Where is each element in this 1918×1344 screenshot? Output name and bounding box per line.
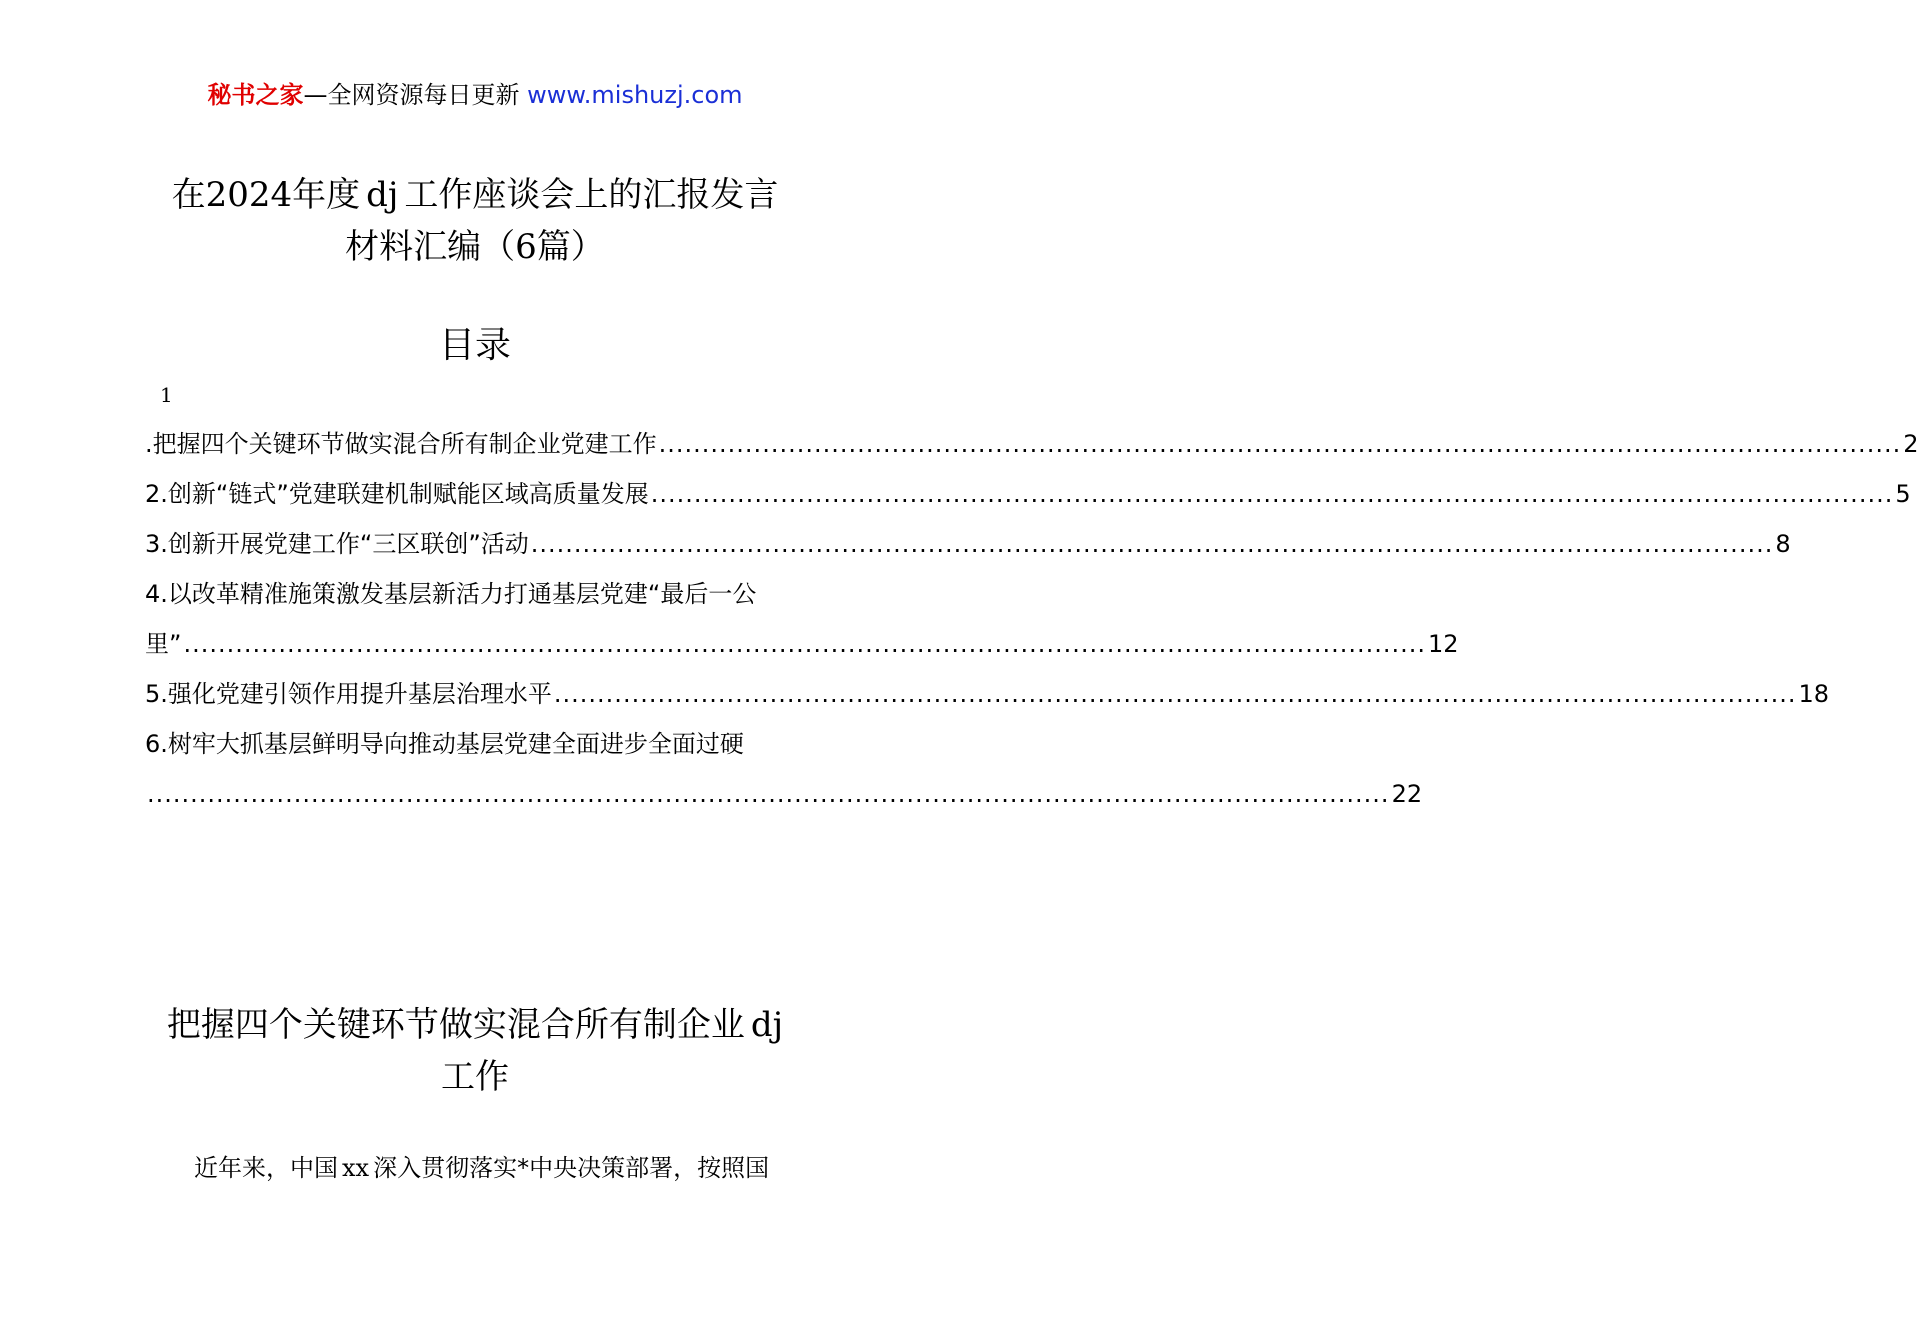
toc-entry-title: 5.强化党建引领作用提升基层治理水平 [145, 680, 552, 708]
toc-entry-title-wrapped[interactable]: 6.树牢大抓基层鲜明导向推动基层党建全面进步全面过硬 [145, 730, 744, 758]
site-header [0, 78, 950, 112]
document-title-line-2 [0, 222, 950, 272]
toc-entry-page: 12 [1428, 630, 1459, 658]
toc-leader-dots: ................................................................................................................................................ [658, 430, 1902, 458]
header-dash: — [303, 81, 328, 109]
toc-entry-title-wrapped[interactable]: 4.以改革精准施策激发基层新活力打通基层党建“最后一公 [145, 580, 757, 608]
toc-first-number: 1 [160, 383, 173, 407]
toc-entry-title: 2.创新“链式”党建联建机制赋能区域高质量发展 [145, 480, 649, 508]
section-title-text: 把握四个关键环节做实混合所有制企业 [166, 1005, 745, 1045]
section-title-line-2: 工作 [441, 1057, 509, 1097]
title-abbr: dj [366, 175, 399, 215]
toc-entry[interactable] [145, 774, 1423, 814]
toc-entry-page: 2 [1903, 430, 1918, 458]
title2-prefix: 材料汇编（ [345, 227, 516, 267]
toc-entry[interactable] [145, 524, 1791, 564]
toc-heading: 目录 [438, 325, 511, 366]
toc-entry[interactable] [145, 624, 1459, 664]
section-title-abbr: dj [750, 1005, 784, 1045]
toc-leader-dots: ................................................................................................................................................ [650, 480, 1894, 508]
site-url-link[interactable]: www.mishuzj.com [527, 81, 743, 109]
toc-entry-title: 3.创新开展党建工作“三区联创”活动 [145, 530, 529, 558]
toc-leader-dots: ................................................................................................................................................ [553, 680, 1797, 708]
title2-suffix: 篇） [536, 227, 605, 267]
title-prefix: 在 [171, 175, 206, 215]
site-brand: 秘书之家 [207, 81, 304, 109]
document-title-line-1 [0, 170, 950, 220]
title-rest: 工作座谈会上的汇报发言 [404, 175, 779, 215]
body-text-rest: 深入贯彻落实*中央决策部署，按照国 [373, 1154, 770, 1182]
toc-leader-dots: ................................................................................................................................................ [530, 530, 1774, 558]
title-year: 2024 [205, 175, 293, 215]
header-tagline: 全网资源每日更新 [327, 81, 528, 109]
toc-entry-page: 8 [1775, 530, 1791, 558]
toc-entry-title: .把握四个关键环节做实混合所有制企业党建工作 [145, 430, 657, 458]
toc-leader-dots: ................................................................................................................................................ [183, 630, 1426, 658]
toc-leader-dots: ................................................................................................................................................ [147, 780, 1390, 808]
toc-entry[interactable] [145, 674, 1830, 714]
toc-entry-title-continued: 里” [145, 630, 182, 658]
body-text-start: 近年来，中国 [194, 1154, 338, 1182]
body-text-abbr: xx [342, 1154, 370, 1182]
toc-entry-page: 18 [1798, 680, 1830, 708]
title2-number: 6 [515, 227, 537, 267]
toc-entry-page: 22 [1391, 780, 1423, 808]
body-paragraph [194, 1148, 769, 1188]
toc-entry-page: 5 [1895, 480, 1911, 508]
section-title-line-1 [0, 1000, 950, 1050]
toc-entry[interactable] [145, 424, 1918, 464]
toc-entry[interactable] [145, 474, 1911, 514]
title-mid: 年度 [292, 175, 361, 215]
